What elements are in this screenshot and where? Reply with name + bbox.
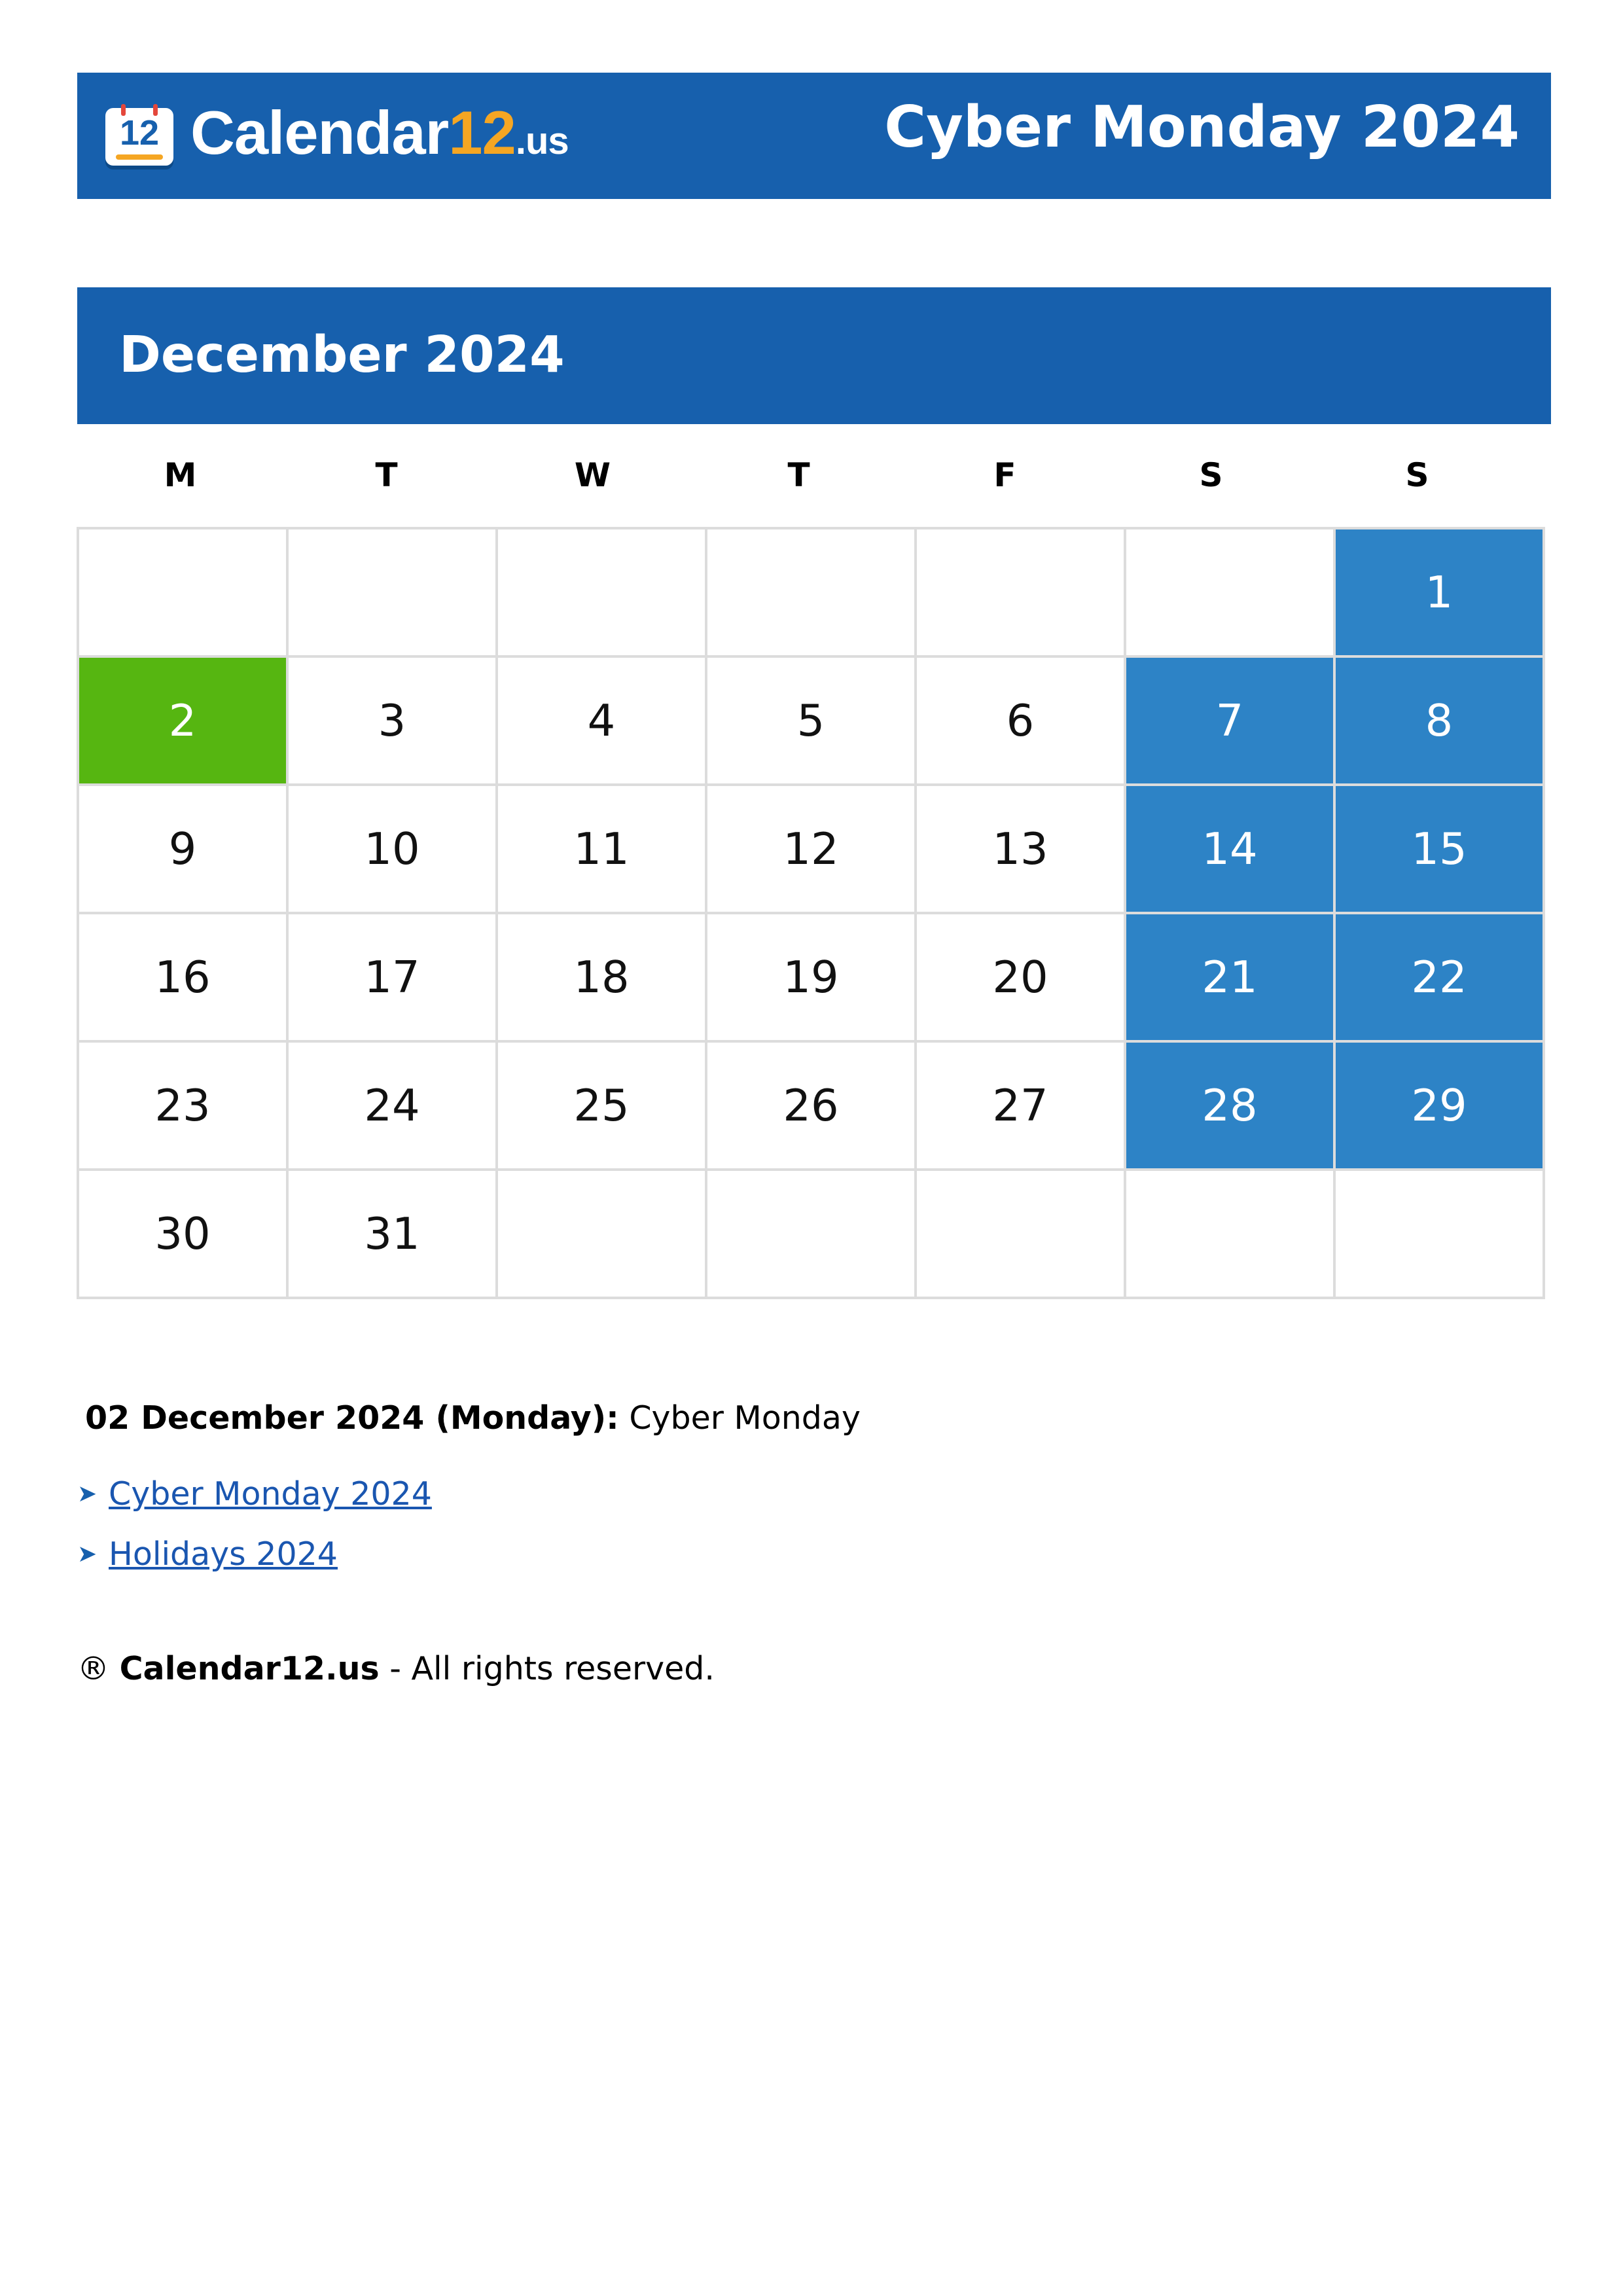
logo-wordmark xyxy=(190,98,569,172)
calendar-day-cell: 24 xyxy=(287,1041,497,1170)
footer-copyright xyxy=(77,1644,715,1694)
calendar-day-cell: 20 xyxy=(916,913,1125,1041)
weekday-friday: F xyxy=(993,456,1016,494)
calendar-week-row xyxy=(78,913,1544,1041)
calendar-day-cell-weekend: 29 xyxy=(1334,1041,1544,1170)
calendar-day-cell: 12 xyxy=(706,785,916,913)
calendar-day-cell: 16 xyxy=(78,913,287,1041)
calendar-day-cell xyxy=(78,528,287,656)
logo-icon-underline xyxy=(116,154,163,160)
calendar-day-cell-weekend: 7 xyxy=(1125,656,1334,785)
logo-wordmark-tld: .us xyxy=(515,119,569,162)
calendar-day-cell-weekend: 15 xyxy=(1334,785,1544,913)
calendar-day-cell: 13 xyxy=(916,785,1125,913)
calendar-day-cell: 25 xyxy=(497,1041,706,1170)
calendar-day-cell: 9 xyxy=(78,785,287,913)
link-holidays-2024[interactable]: Holidays 2024 xyxy=(109,1535,338,1573)
calendar-day-cell xyxy=(497,1170,706,1298)
calendar-day-cell-weekend: 1 xyxy=(1334,528,1544,656)
calendar-week-row xyxy=(78,656,1544,785)
month-title: December 2024 xyxy=(119,326,565,384)
calendar-day-cell: 18 xyxy=(497,913,706,1041)
link-item-cyber-monday xyxy=(77,1463,432,1524)
calendar-day-cell: 6 xyxy=(916,656,1125,785)
calendar-day-cell xyxy=(1334,1170,1544,1298)
holiday-date-label: 02 December 2024 (Monday): xyxy=(85,1399,619,1437)
calendar-day-cell xyxy=(916,1170,1125,1298)
calendar-day-cell: 30 xyxy=(78,1170,287,1298)
link-item-holidays xyxy=(77,1524,432,1584)
calendar-day-cell xyxy=(1125,1170,1334,1298)
footer-text: - All rights reserved. xyxy=(389,1650,715,1687)
holiday-note xyxy=(85,1393,861,1443)
weekday-monday: M xyxy=(164,456,197,494)
calendar-week-row xyxy=(78,528,1544,656)
registered-mark: ® xyxy=(77,1650,109,1687)
link-cyber-monday-2024[interactable]: Cyber Monday 2024 xyxy=(109,1475,432,1513)
calendar-day-cell-holiday: 2 xyxy=(78,656,287,785)
calendar-day-cell-weekend: 22 xyxy=(1334,913,1544,1041)
calendar-day-cell: 17 xyxy=(287,913,497,1041)
calendar-day-cell-weekend: 21 xyxy=(1125,913,1334,1041)
calendar-day-cell xyxy=(706,528,916,656)
calendar-day-cell: 11 xyxy=(497,785,706,913)
logo-wordmark-number: 12 xyxy=(448,98,516,167)
calendar-week-row xyxy=(78,1041,1544,1170)
arrow-right-icon: ➤ xyxy=(77,1480,98,1507)
footer-brand: Calendar12.us xyxy=(119,1650,380,1687)
calendar-day-cell: 3 xyxy=(287,656,497,785)
month-header xyxy=(77,287,1551,424)
related-links xyxy=(77,1463,432,1584)
calendar-week-row xyxy=(78,1170,1544,1298)
calendar-day-cell: 23 xyxy=(78,1041,287,1170)
logo-icon-number: 12 xyxy=(119,113,160,152)
calendar-day-cell-weekend: 28 xyxy=(1125,1041,1334,1170)
calendar-day-cell: 5 xyxy=(706,656,916,785)
weekday-thursday: T xyxy=(787,456,810,494)
calendar-day-cell: 19 xyxy=(706,913,916,1041)
calendar-day-cell xyxy=(706,1170,916,1298)
weekday-header-row xyxy=(77,450,1543,500)
calendar-day-cell: 31 xyxy=(287,1170,497,1298)
weekday-tuesday: T xyxy=(375,456,398,494)
holiday-name: Cyber Monday xyxy=(629,1399,861,1437)
page-title: Cyber Monday 2024 xyxy=(884,94,1520,160)
calendar-icon xyxy=(105,108,173,166)
calendar-grid xyxy=(77,527,1545,1299)
calendar-day-cell: 27 xyxy=(916,1041,1125,1170)
arrow-right-icon: ➤ xyxy=(77,1540,98,1568)
weekday-saturday: S xyxy=(1199,456,1223,494)
calendar-day-cell-weekend: 8 xyxy=(1334,656,1544,785)
calendar-day-cell: 10 xyxy=(287,785,497,913)
logo-wordmark-name: Calendar xyxy=(190,98,449,167)
calendar-day-cell xyxy=(287,528,497,656)
weekday-wednesday: W xyxy=(574,456,611,494)
calendar-day-cell xyxy=(916,528,1125,656)
calendar-day-cell xyxy=(1125,528,1334,656)
site-header xyxy=(77,73,1551,199)
site-logo[interactable] xyxy=(105,98,569,168)
weekday-sunday: S xyxy=(1405,456,1429,494)
calendar-day-cell: 4 xyxy=(497,656,706,785)
calendar-week-row xyxy=(78,785,1544,913)
calendar-day-cell: 26 xyxy=(706,1041,916,1170)
calendar-day-cell xyxy=(497,528,706,656)
calendar-day-cell-weekend: 14 xyxy=(1125,785,1334,913)
